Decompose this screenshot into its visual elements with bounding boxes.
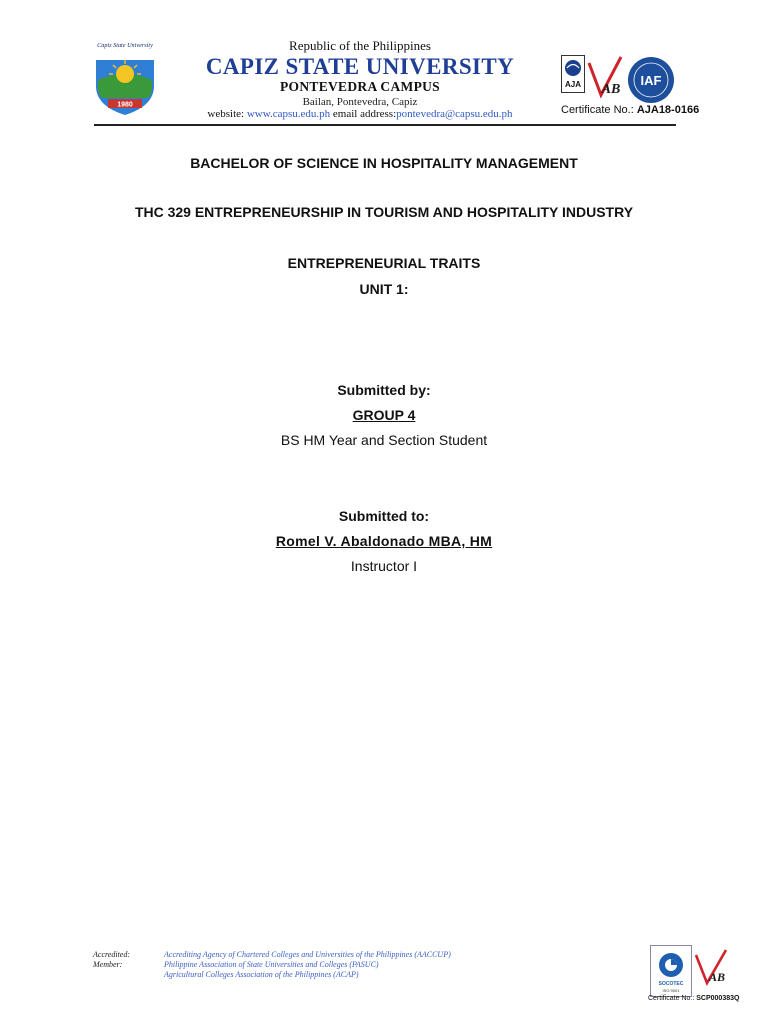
- instructor-name-text: Romel V. Abaldonado MBA, HM: [275, 533, 493, 549]
- aja-label: AJA: [564, 80, 582, 89]
- program-title: BACHELOR OF SCIENCE IN HOSPITALITY MANAGEMENT: [190, 155, 578, 171]
- instructor-title: Instructor I: [350, 558, 418, 574]
- member-label: Member:: [93, 960, 123, 969]
- certificate-bottom-number: SCP000383Q: [696, 995, 740, 1002]
- submitted-to-label: Submitted to:: [338, 508, 430, 524]
- accreditation-line: Accrediting Agency of Chartered Colleges and Universities of the Philippines (AACCUP): [164, 950, 451, 959]
- socotec-logo-icon: [650, 945, 692, 997]
- seal-year: 1980: [117, 101, 133, 109]
- unit-label: UNIT 1:: [359, 281, 409, 297]
- vab-foot-label: AB: [708, 970, 726, 984]
- letterhead-divider: [94, 124, 676, 126]
- course-title: THC 329 ENTREPRENEURSHIP IN TOURISM AND HOSPITALITY INDUSTRY: [134, 204, 634, 220]
- seal-label: Capiz State University: [97, 42, 153, 49]
- certificate-bottom-label: Certificate No.:: [648, 995, 695, 1002]
- university-seal-icon: [94, 38, 156, 116]
- certificate-bottom: [648, 995, 739, 1002]
- website-label: website:: [207, 108, 245, 120]
- email-link[interactable]: pontevedra@capsu.edu.ph: [396, 108, 513, 120]
- accredited-label: Accredited:: [93, 950, 131, 959]
- university-name: CAPIZ STATE UNIVERSITY: [205, 54, 515, 79]
- letterhead: [0, 0, 768, 130]
- group-name-text: GROUP 4: [352, 407, 416, 423]
- vab-label: AB: [601, 82, 621, 97]
- campus-address: Bailan, Pontevedra, Capiz: [302, 96, 418, 108]
- contact-line: [160, 108, 560, 120]
- instructor-name: [0, 532, 768, 550]
- republic-line: Republic of the Philippines: [289, 38, 431, 53]
- year-section: BS HM Year and Section Student: [280, 432, 488, 448]
- certificate-top-number: AJA18-0166: [636, 104, 700, 116]
- accreditation-line: Agricultural Colleges Association of the Philippines (ACAP): [164, 970, 359, 979]
- email-label: email address:: [332, 108, 397, 120]
- website-link[interactable]: www.capsu.edu.ph: [246, 108, 331, 120]
- topic-title: ENTREPRENEURIAL TRAITS: [287, 255, 481, 271]
- iaf-label: IAF: [640, 73, 662, 88]
- campus-name: PONTEVEDRA CAMPUS: [280, 79, 440, 94]
- vab-logo-icon: [587, 55, 623, 99]
- socotec-label: SOCOTEC: [658, 981, 684, 987]
- certificate-top: [561, 104, 699, 116]
- accreditation-line: Philippine Association of State Universities and Colleges (PASUC): [164, 960, 379, 969]
- group-name: [0, 406, 768, 424]
- certificate-top-label: Certificate No.:: [561, 104, 634, 116]
- vab-logo-icon: [694, 948, 728, 986]
- submitted-by-label: Submitted by:: [337, 382, 431, 398]
- aja-logo-icon: [561, 55, 585, 93]
- iaf-logo-icon: [627, 56, 675, 104]
- iso-label: ISO 9001: [662, 988, 680, 993]
